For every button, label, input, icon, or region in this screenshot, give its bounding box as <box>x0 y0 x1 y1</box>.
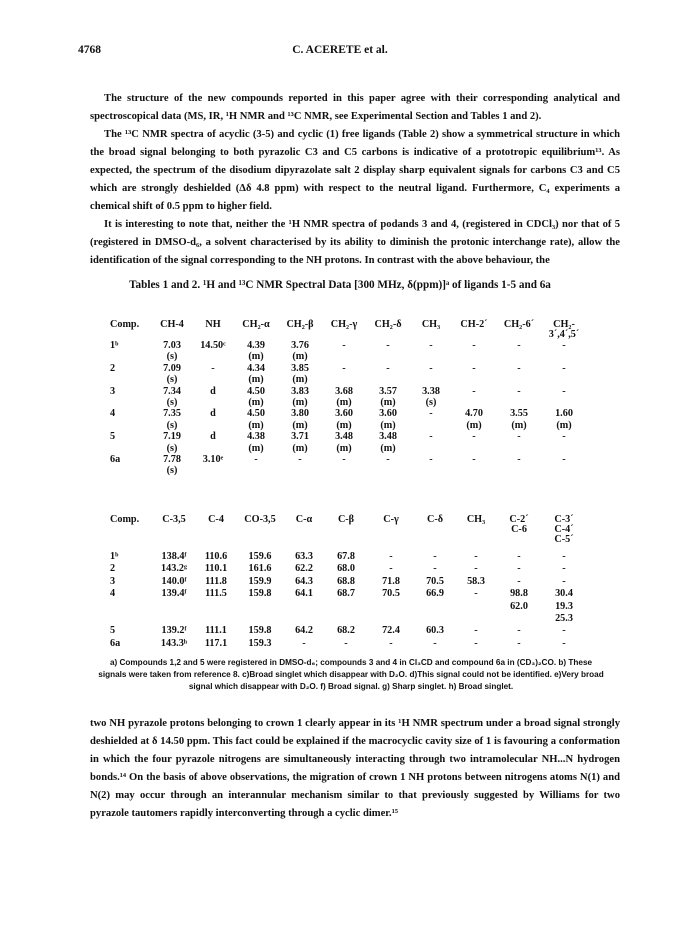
table-1-value-cell: - <box>386 362 390 374</box>
table-2-value-cell: - <box>302 637 306 649</box>
table-1-value-cell: 7.19 <box>163 431 181 443</box>
table-1-col-header: NH <box>205 319 221 330</box>
table-2-value-cell <box>324 601 368 613</box>
table-1-value-cell: d <box>210 431 216 443</box>
table-2-value-cell: - <box>474 588 478 600</box>
table-1-value-cell: (m) <box>380 442 396 454</box>
table-2-value-cell: - <box>517 637 521 649</box>
table-1-col-header: CH₂-δ <box>374 319 402 330</box>
table-1-value-cell: 3.10ᵉ <box>202 454 224 466</box>
table-2-compound-cell: 4 <box>110 588 116 600</box>
table-1-value-cell <box>278 465 322 476</box>
table-2-col-header: C-3´ C-4´ C-5´ <box>554 514 574 545</box>
intro-paragraph-1 <box>90 90 620 126</box>
table-2-value-cell: - <box>562 625 566 637</box>
table-1-compound-cell <box>108 374 152 385</box>
table-1-value-cell: - <box>517 454 521 466</box>
table-1-value-cell: 3.83 <box>291 385 309 397</box>
table-2-col-header: C-δ <box>426 514 444 525</box>
table-1-value-cell: - <box>342 362 346 374</box>
table-2-value-cell: 110.1 <box>204 563 228 575</box>
table-2-row <box>108 588 586 600</box>
table-1-value-cell <box>542 351 586 362</box>
table-2-value-cell <box>414 601 456 613</box>
table-1-value-cell: (m) <box>292 397 308 409</box>
table-1-value-cell: - <box>429 408 433 420</box>
table-2-value-cell: - <box>517 575 521 587</box>
table-2-value-cell <box>456 601 496 613</box>
table-1-value-cell: - <box>562 431 566 443</box>
table-1-header-row <box>108 320 586 340</box>
table-2-value-cell: 111.8 <box>205 575 227 587</box>
table-1-value-cell: - <box>472 385 476 397</box>
table-1-compound-cell <box>108 465 152 476</box>
table-1-value-cell: (s) <box>166 442 178 454</box>
table-2-row <box>108 576 586 588</box>
table-1-value-cell: 7.03 <box>163 340 181 351</box>
table-1-value-cell: - <box>562 385 566 397</box>
table-1-col-header: CH₂-β <box>286 319 314 330</box>
table-2-value-cell: 159.8 <box>248 588 272 600</box>
table-1-value-cell: (m) <box>292 419 308 431</box>
table-2-value-cell <box>496 613 542 625</box>
table-2-value-cell: 19.3 <box>555 600 573 612</box>
table-1-value-cell: (m) <box>292 351 308 363</box>
table-1-value-cell <box>410 351 452 362</box>
table-2-value-cell <box>414 613 456 625</box>
table-1-value-cell: (s) <box>166 351 178 363</box>
table-2-value-cell <box>152 601 196 613</box>
table-1-value-cell: - <box>472 362 476 374</box>
table-2-value-cell: 64.3 <box>295 575 313 587</box>
table-1-value-cell: - <box>472 431 476 443</box>
table-1-value-cell <box>542 397 586 408</box>
table-1-value-cell: 3.76 <box>291 340 309 351</box>
intro-paragraph-2 <box>90 126 620 216</box>
table-2-col-header: C-γ <box>383 514 399 525</box>
table-2-value-cell: - <box>433 637 437 649</box>
table-2-value-cell: 159.3 <box>248 637 272 649</box>
table-1-value-cell: 7.78 <box>163 454 181 466</box>
table-1-compound-cell: 3 <box>110 385 116 397</box>
table-1-value-cell <box>322 374 366 385</box>
intro-paragraph-2-text: The ¹³C NMR spectra of acyclic (3-5) and cyclic (1) free ligands (Table 2) show a symmetrical structure in which the broad signal belonging to both pyrazolic C3 and C5 carbons is indicative of a prototropic equilibrium¹³. As expected, the spectrum of the disodium dipyrazolate salt 2 display sharp equivalent signals for carbons C3 and C5 which are strongly deshielded (Δδ 4.8 ppm) with respect to the neutral ligand. Furthermore, C₄ experiments a chemical shift of 0.5 ppm to higher field. <box>90 129 620 212</box>
table-2-value-cell <box>196 601 236 613</box>
table-1-value-cell: (m) <box>292 442 308 454</box>
table-1-value-cell: (m) <box>336 442 352 454</box>
table-2-value-cell: 68.2 <box>337 625 355 637</box>
table-1-col-header: CH₂- 3´,4´,5´ <box>548 319 580 340</box>
table-1-value-cell: (m) <box>248 374 264 386</box>
table-2-value-cell: 64.1 <box>295 588 313 600</box>
table-2-value-cell: - <box>344 637 348 649</box>
table-1-col-header: CH-4 <box>160 319 184 330</box>
table-1-value-cell: (m) <box>380 419 396 431</box>
table-2-row <box>108 638 586 650</box>
table-2-value-cell: 67.8 <box>337 551 355 562</box>
table-2-value-cell: 58.3 <box>467 575 485 587</box>
table-2-value-cell: 111.5 <box>205 588 227 600</box>
table-1-value-cell: - <box>298 454 302 466</box>
table-1-value-cell: d <box>210 385 216 397</box>
table-2-carbon-nmr <box>108 515 586 650</box>
table-1-value-cell: 3.68 <box>335 385 353 397</box>
table-1-col-header: CH₂-α <box>242 319 270 330</box>
table-1-value-cell: 4.34 <box>247 362 265 374</box>
table-1-value-cell: (s) <box>166 465 178 477</box>
table-1-col-header: CH-2´ <box>460 319 488 330</box>
table-2-value-cell <box>324 613 368 625</box>
table-2-value-cell: 71.8 <box>382 575 400 587</box>
table-1-value-cell <box>366 351 410 362</box>
table-1-value-cell: 4.38 <box>247 431 265 443</box>
table-1-value-cell <box>542 374 586 385</box>
table-2-value-cell: 138.4ᶠ <box>161 551 187 562</box>
table-2-value-cell: - <box>389 637 393 649</box>
table-1-value-cell <box>366 465 410 476</box>
table-2-value-cell: - <box>474 551 478 562</box>
table-1-value-cell <box>452 374 496 385</box>
table-2-col-header: CO-3,5 <box>244 514 276 525</box>
table-2-value-cell: - <box>517 551 521 562</box>
table-1-value-cell <box>496 465 542 476</box>
table-2-compound-cell: 2 <box>110 563 116 575</box>
table-2-value-cell: 70.5 <box>426 575 444 587</box>
table-2-value-cell <box>152 613 196 625</box>
table-2-value-cell: - <box>562 563 566 575</box>
table-1-value-cell <box>192 397 234 408</box>
table-1-value-cell: 3.38 <box>422 385 440 397</box>
table-1-value-cell: 1.60 <box>555 408 573 420</box>
table-2-value-cell: 139.4ᶠ <box>161 588 187 600</box>
table-1-value-cell <box>496 443 542 454</box>
table-1-value-cell: - <box>386 340 390 351</box>
table-2-value-cell: 68.8 <box>337 575 355 587</box>
table-2-value-cell: 110.6 <box>204 551 228 562</box>
intro-paragraph-1-text: The structure of the new compounds reported in this paper agree with their corresponding analytical and spectroscopical data (MS, IR, ¹H NMR and ¹³C NMR, see Experimental Section and Tables 1 and 2). <box>90 93 620 122</box>
table-1-row <box>108 363 586 374</box>
table-2-compound-cell: 3 <box>110 575 116 587</box>
table-2-col-header: C-α <box>295 514 313 525</box>
table-2-value-cell: 143.3ʰ <box>160 637 188 649</box>
table-1-value-cell: - <box>254 454 258 466</box>
table-2-value-cell: 159.9 <box>248 575 272 587</box>
table-1-value-cell: (m) <box>466 419 482 431</box>
table-1-value-cell: 7.35 <box>163 408 181 420</box>
table-1-value-cell: - <box>429 431 433 443</box>
table-1-value-cell <box>496 351 542 362</box>
table-2-compound-cell: 1ᵇ <box>110 551 119 562</box>
table-2-value-cell: - <box>433 563 437 575</box>
table-2-value-cell: - <box>389 563 393 575</box>
table-2-row <box>108 601 586 613</box>
table-1-compound-cell <box>108 397 152 408</box>
table-2-value-cell: 159.6 <box>248 551 272 562</box>
table-1-value-cell: (m) <box>556 419 572 431</box>
table-2-row <box>108 625 586 637</box>
table-1-compound-cell: 6a <box>110 454 121 466</box>
table-2-value-cell: - <box>389 551 393 562</box>
table-2-value-cell: 139.2ᶠ <box>161 625 187 637</box>
table-1-value-cell: 3.80 <box>291 408 309 420</box>
table-caption: Tables 1 and 2. ¹H and ¹³C NMR Spectral Data [300 MHz, δ(ppm)]ᵃ of ligands 1-5 and 6a <box>129 279 551 291</box>
table-1-value-cell <box>542 443 586 454</box>
table-2-value-cell: 25.3 <box>555 613 573 625</box>
table-2-value-cell: - <box>474 563 478 575</box>
table-2-row <box>108 563 586 575</box>
table-2-value-cell <box>236 613 284 625</box>
table-1-value-cell: - <box>562 340 566 351</box>
table-2-value-cell: 62.0 <box>510 600 528 612</box>
table-1-value-cell: - <box>517 385 521 397</box>
table-1-value-cell <box>366 374 410 385</box>
table-2-value-cell <box>368 613 414 625</box>
table-2-header-row <box>108 515 586 551</box>
table-1-value-cell: 7.09 <box>163 362 181 374</box>
table-2-value-cell: 117.1 <box>204 637 228 649</box>
table-1-value-cell: - <box>517 340 521 351</box>
table-1-value-cell: 3.57 <box>379 385 397 397</box>
table-2-value-cell: 62.2 <box>295 563 313 575</box>
table-1-value-cell: - <box>562 362 566 374</box>
running-title: C. ACERETE et al. <box>292 44 388 56</box>
table-1-value-cell: - <box>211 362 215 374</box>
table-2-compound-cell <box>108 613 152 625</box>
table-2-value-cell: 98.8 <box>510 588 528 600</box>
table-2-value-cell: 68.7 <box>337 588 355 600</box>
table-footnote: a) Compounds 1,2 and 5 were registered in DMSO-d₆; compounds 3 and 4 in Cl₃CD and compound 6a in (CD₃)₂CO. b) These signals were taken from reference 8. c)Broad singlet which disappear with D₂O. d)This signal could not be identified. e)Very broad signal which disappear with D₂O. f) Broad signal. g) Sharp singlet. h) Broad singlet. <box>98 658 604 691</box>
table-1-value-cell <box>452 443 496 454</box>
table-2-value-cell: 60.3 <box>426 625 444 637</box>
table-1-compound-cell: 4 <box>110 408 116 420</box>
table-2-col-header: C-3,5 <box>162 514 186 525</box>
table-1-value-cell: 7.34 <box>163 385 181 397</box>
table-1-row <box>108 443 586 454</box>
table-2-value-cell: - <box>562 575 566 587</box>
table-2-value-cell: - <box>562 551 566 562</box>
table-2-value-cell: - <box>517 563 521 575</box>
table-1-compound-cell <box>108 351 152 362</box>
table-1-value-cell <box>410 465 452 476</box>
table-2-value-cell: 111.1 <box>205 625 227 637</box>
table-1-compound-cell <box>108 443 152 454</box>
table-2-value-cell: 161.6 <box>248 563 272 575</box>
table-1-value-cell: (m) <box>248 397 264 409</box>
table-2-value-cell: 66.9 <box>426 588 444 600</box>
table-1-value-cell <box>322 351 366 362</box>
table-1-value-cell: (m) <box>380 397 396 409</box>
table-2-col-header: Comp. <box>110 514 140 525</box>
table-1-value-cell <box>452 397 496 408</box>
table-2-value-cell: 72.4 <box>382 625 400 637</box>
table-1-compound-cell <box>108 420 152 431</box>
table-1-value-cell: (m) <box>248 351 264 363</box>
table-1-value-cell <box>496 397 542 408</box>
table-2-value-cell: - <box>517 625 521 637</box>
table-2-col-header: CH₃ <box>466 514 486 525</box>
closing-paragraph: two NH pyrazole protons belonging to crown 1 clearly appear in its ¹H NMR spectrum under a broad signal strongly deshielded at δ 14.50 ppm. This fact could be explained if the macrocyclic cavity size of 1 is favouring a conformation in which the four pyrazole nitrogens are simultaneously interacting through two intramolecular NH...N hydrogen bonds.¹⁴ On the basis of above observations, the migration of crown 1 NH protons between nitrogens atoms N(1) and N(2) may occur through an interannular mechanism similar to that previously suggested by Williams for two pyrazole tautomers rapidly interconverting through a cyclic dimer.¹⁵ <box>90 718 620 819</box>
table-2-value-cell: - <box>474 625 478 637</box>
table-1-value-cell: 14.50ᶜ <box>200 340 226 351</box>
table-1-value-cell <box>452 351 496 362</box>
table-1-value-cell <box>192 374 234 385</box>
table-1-value-cell: - <box>429 362 433 374</box>
table-2-compound-cell <box>108 601 152 613</box>
table-1-value-cell: - <box>429 340 433 351</box>
table-2-value-cell: - <box>474 637 478 649</box>
table-1-value-cell: 3.71 <box>291 431 309 443</box>
table-1-col-header: CH₃ <box>421 319 441 330</box>
table-2-value-cell <box>196 613 236 625</box>
table-2-row <box>108 551 586 563</box>
table-1-value-cell: 4.70 <box>465 408 483 420</box>
table-1-value-cell: 3.55 <box>510 408 528 420</box>
table-2-col-header: C-β <box>337 514 355 525</box>
table-1-value-cell: - <box>562 454 566 466</box>
table-1-row <box>108 397 586 408</box>
table-2-value-cell <box>284 613 324 625</box>
table-1-value-cell: (s) <box>425 397 437 409</box>
table-2-compound-cell: 5 <box>110 625 116 637</box>
page-number: 4768 <box>78 44 101 56</box>
table-1-value-cell: - <box>472 340 476 351</box>
table-1-value-cell: - <box>342 340 346 351</box>
table-1-value-cell: (m) <box>336 397 352 409</box>
table-2-value-cell <box>284 601 324 613</box>
table-1-value-cell: (m) <box>292 374 308 386</box>
table-1-value-cell: 3.48 <box>335 431 353 443</box>
table-1-value-cell: 4.50 <box>247 408 265 420</box>
table-1-value-cell <box>192 420 234 431</box>
table-1-value-cell: 3.85 <box>291 362 309 374</box>
table-1-value-cell <box>542 465 586 476</box>
table-2-value-cell: 159.8 <box>248 625 272 637</box>
table-2-value-cell <box>368 601 414 613</box>
table-1-row <box>108 420 586 431</box>
table-2-value-cell: - <box>562 637 566 649</box>
table-1-value-cell: 3.48 <box>379 431 397 443</box>
table-2-value-cell: 68.0 <box>337 563 355 575</box>
intro-paragraph-3-text: It is interesting to note that, neither the ¹H NMR spectra of podands 3 and 4, (registered in CDCl₃) nor that of 5 (registered in DMSO-d₆, a solvent characterised by its ability to diminish the protonic interchange rate), allow the identification of the signal corresponding to the NH protons. In contrast with the above behaviour, the <box>90 219 620 266</box>
table-1-row <box>108 374 586 385</box>
table-1-value-cell: (s) <box>166 397 178 409</box>
table-1-value-cell <box>192 443 234 454</box>
table-2-value-cell: 30.4 <box>555 588 573 600</box>
table-1-value-cell: 4.50 <box>247 385 265 397</box>
table-2-value-cell: 143.2ᵍ <box>161 563 187 575</box>
table-1-col-header: Comp. <box>110 319 140 330</box>
table-2-compound-cell: 6a <box>110 637 121 649</box>
table-2-row <box>108 613 586 625</box>
table-1-row <box>108 386 586 397</box>
table-1-col-header: CH₂-6´ <box>503 319 535 330</box>
table-2-value-cell: - <box>433 551 437 562</box>
table-1-row <box>108 431 586 442</box>
table-1-value-cell: - <box>517 362 521 374</box>
table-1-col-header: CH₂-γ <box>330 319 358 330</box>
table-1-value-cell <box>322 465 366 476</box>
table-1-value-cell: - <box>386 454 390 466</box>
table-1-value-cell: (m) <box>336 419 352 431</box>
table-2-value-cell <box>456 613 496 625</box>
table-1-row <box>108 408 586 419</box>
table-1-value-cell: (s) <box>166 374 178 386</box>
table-1-value-cell <box>410 374 452 385</box>
table-1-row <box>108 351 586 362</box>
table-1-value-cell: 3.60 <box>379 408 397 420</box>
table-2-col-header: C-2´ C-6 <box>509 514 529 535</box>
table-1-compound-cell: 5 <box>110 431 116 443</box>
table-2-value-cell <box>236 601 284 613</box>
table-1-row <box>108 465 586 476</box>
table-1-value-cell: - <box>342 454 346 466</box>
table-1-value-cell: - <box>472 454 476 466</box>
table-1-value-cell <box>452 465 496 476</box>
table-1-value-cell: (m) <box>248 442 264 454</box>
table-1-value-cell: 4.39 <box>247 340 265 351</box>
table-1-value-cell: (m) <box>511 419 527 431</box>
table-2-col-header: C-4 <box>208 514 224 525</box>
table-2-value-cell: 64.2 <box>295 625 313 637</box>
table-1-value-cell: (m) <box>248 419 264 431</box>
table-2-value-cell: 140.0ᶠ <box>161 575 187 587</box>
table-1-value-cell <box>496 374 542 385</box>
intro-paragraph-3 <box>90 216 620 270</box>
table-1-row <box>108 340 586 351</box>
table-1-row <box>108 454 586 465</box>
table-1-value-cell: - <box>429 454 433 466</box>
table-2-value-cell: 70.5 <box>382 588 400 600</box>
table-1-value-cell <box>234 465 278 476</box>
table-2-value-cell: 63.3 <box>295 551 313 562</box>
table-1-value-cell: 3.60 <box>335 408 353 420</box>
table-1-value-cell: - <box>517 431 521 443</box>
table-1-compound-cell: 1ᵇ <box>110 340 119 351</box>
table-1-compound-cell: 2 <box>110 362 116 374</box>
table-1-value-cell: (s) <box>166 419 178 431</box>
table-1-value-cell <box>192 351 234 362</box>
table-1-value-cell: d <box>210 408 216 420</box>
table-1-proton-nmr <box>108 320 586 477</box>
table-1-value-cell <box>192 465 234 476</box>
table-1-value-cell <box>410 443 452 454</box>
table-1-value-cell <box>410 420 452 431</box>
